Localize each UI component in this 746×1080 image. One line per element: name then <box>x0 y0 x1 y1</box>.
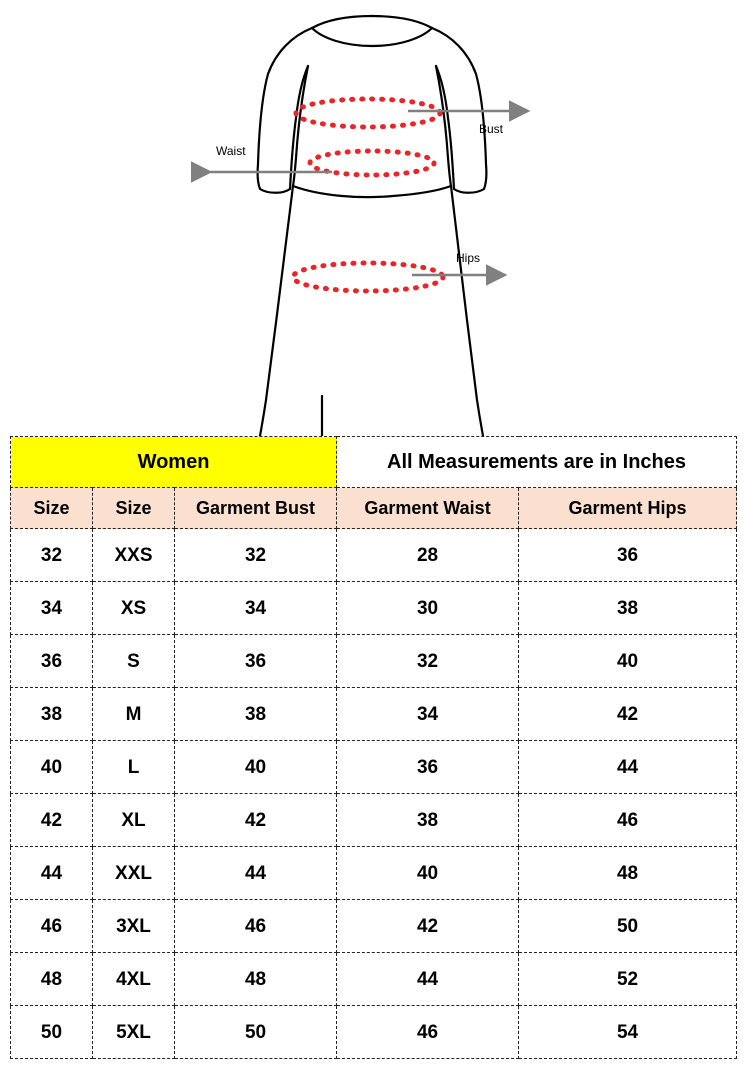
cell-hips: 40 <box>519 635 737 688</box>
dress-outline-icon <box>258 16 487 436</box>
table-row <box>11 900 737 953</box>
cell-bust: 40 <box>175 741 337 794</box>
cell-size-numeric: 36 <box>11 635 93 688</box>
cell-size-numeric: 50 <box>11 1006 93 1059</box>
cell-size-numeric: 38 <box>11 688 93 741</box>
cell-bust: 48 <box>175 953 337 1006</box>
table-title-row <box>11 437 737 488</box>
header-size-letter: Size <box>93 488 175 529</box>
cell-hips: 48 <box>519 847 737 900</box>
header-garment-waist: Garment Waist <box>337 488 519 529</box>
cell-hips: 44 <box>519 741 737 794</box>
hips-measure-line <box>293 263 443 291</box>
table-row <box>11 529 737 582</box>
cell-hips: 36 <box>519 529 737 582</box>
size-table-container <box>0 436 746 1080</box>
cell-size-letter: XXS <box>93 529 175 582</box>
table-row <box>11 953 737 1006</box>
header-size-numeric: Size <box>11 488 93 529</box>
cell-waist: 34 <box>337 688 519 741</box>
table-header-row <box>11 488 737 529</box>
size-chart-table <box>10 436 737 1059</box>
cell-size-letter: M <box>93 688 175 741</box>
hips-label: Hips <box>456 251 481 265</box>
cell-size-letter: 3XL <box>93 900 175 953</box>
cell-hips: 52 <box>519 953 737 1006</box>
cell-size-letter: XS <box>93 582 175 635</box>
bust-label: Bust <box>479 122 504 136</box>
body-measurement-diagram <box>0 0 746 436</box>
cell-size-numeric: 34 <box>11 582 93 635</box>
bust-measure-line <box>296 99 440 127</box>
cell-size-numeric: 48 <box>11 953 93 1006</box>
cell-bust: 50 <box>175 1006 337 1059</box>
cell-hips: 50 <box>519 900 737 953</box>
cell-waist: 42 <box>337 900 519 953</box>
cell-size-numeric: 46 <box>11 900 93 953</box>
cell-size-letter: S <box>93 635 175 688</box>
cell-size-letter: XXL <box>93 847 175 900</box>
table-body <box>11 437 737 1059</box>
cell-size-letter: 4XL <box>93 953 175 1006</box>
cell-hips: 38 <box>519 582 737 635</box>
table-row <box>11 582 737 635</box>
header-garment-bust: Garment Bust <box>175 488 337 529</box>
table-row <box>11 635 737 688</box>
cell-waist: 32 <box>337 635 519 688</box>
cell-bust: 42 <box>175 794 337 847</box>
table-row <box>11 847 737 900</box>
cell-size-numeric: 40 <box>11 741 93 794</box>
title-measurements: All Measurements are in Inches <box>337 437 737 488</box>
table-row <box>11 688 737 741</box>
cell-bust: 38 <box>175 688 337 741</box>
cell-size-letter: XL <box>93 794 175 847</box>
cell-waist: 40 <box>337 847 519 900</box>
cell-waist: 44 <box>337 953 519 1006</box>
waist-label: Waist <box>216 144 246 158</box>
cell-size-letter: L <box>93 741 175 794</box>
table-row <box>11 794 737 847</box>
cell-size-numeric: 44 <box>11 847 93 900</box>
cell-waist: 46 <box>337 1006 519 1059</box>
cell-waist: 28 <box>337 529 519 582</box>
cell-hips: 42 <box>519 688 737 741</box>
cell-waist: 38 <box>337 794 519 847</box>
cell-bust: 36 <box>175 635 337 688</box>
cell-bust: 46 <box>175 900 337 953</box>
cell-bust: 32 <box>175 529 337 582</box>
table-row <box>11 741 737 794</box>
cell-hips: 54 <box>519 1006 737 1059</box>
cell-waist: 30 <box>337 582 519 635</box>
cell-hips: 46 <box>519 794 737 847</box>
table-row <box>11 1006 737 1059</box>
cell-bust: 44 <box>175 847 337 900</box>
title-women: Women <box>11 437 337 488</box>
cell-bust: 34 <box>175 582 337 635</box>
cell-size-letter: 5XL <box>93 1006 175 1059</box>
cell-size-numeric: 32 <box>11 529 93 582</box>
header-garment-hips: Garment Hips <box>519 488 737 529</box>
cell-waist: 36 <box>337 741 519 794</box>
cell-size-numeric: 42 <box>11 794 93 847</box>
